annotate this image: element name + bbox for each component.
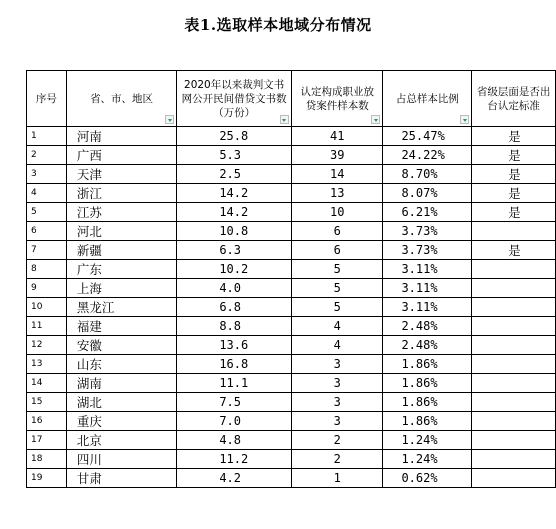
header-label: 认定构成职业放贷案件样本数 bbox=[300, 85, 374, 112]
cell-region: 湖北 bbox=[66, 393, 177, 412]
cell-case-count: 41 bbox=[291, 127, 382, 146]
header-label: 省级层面是否出台认定标准 bbox=[476, 85, 551, 112]
header-label: 省、市、地区 bbox=[90, 92, 154, 105]
header-row bbox=[27, 71, 556, 127]
header-label: 占总样本比例 bbox=[395, 92, 459, 105]
cell-region: 福建 bbox=[66, 317, 177, 336]
cell-case-count: 6 bbox=[291, 241, 382, 260]
cell-serial-no: 2 bbox=[27, 146, 67, 165]
cell-standard-issued bbox=[472, 450, 556, 469]
cell-case-count: 4 bbox=[291, 336, 382, 355]
cell-standard-issued bbox=[472, 336, 556, 355]
table-row bbox=[27, 146, 556, 165]
table-row bbox=[27, 469, 556, 488]
cell-sample-ratio: 0.62% bbox=[383, 469, 472, 488]
header-case-sample-count bbox=[291, 71, 382, 127]
cell-sample-ratio: 25.47% bbox=[383, 127, 472, 146]
cell-sample-ratio: 3.11% bbox=[383, 298, 472, 317]
table-row bbox=[27, 374, 556, 393]
cell-case-count: 1 bbox=[291, 469, 382, 488]
cell-standard-issued bbox=[472, 260, 556, 279]
table-row bbox=[27, 127, 556, 146]
table-row bbox=[27, 450, 556, 469]
cell-serial-no: 4 bbox=[27, 184, 67, 203]
cell-case-count: 4 bbox=[291, 317, 382, 336]
table-row bbox=[27, 203, 556, 222]
cell-serial-no: 17 bbox=[27, 431, 67, 450]
cell-standard-issued: 是 bbox=[472, 241, 556, 260]
cell-region: 山东 bbox=[66, 355, 177, 374]
cell-case-count: 39 bbox=[291, 146, 382, 165]
cell-sample-ratio: 2.48% bbox=[383, 336, 472, 355]
cell-region: 河北 bbox=[66, 222, 177, 241]
cell-case-count: 3 bbox=[291, 393, 382, 412]
cell-sample-ratio: 8.70% bbox=[383, 165, 472, 184]
cell-case-count: 10 bbox=[291, 203, 382, 222]
header-standard-issued bbox=[472, 71, 556, 127]
cell-standard-issued bbox=[472, 317, 556, 336]
cell-sample-ratio: 1.24% bbox=[383, 431, 472, 450]
cell-document-count: 10.2 bbox=[177, 260, 292, 279]
table-row bbox=[27, 165, 556, 184]
cell-document-count: 4.8 bbox=[177, 431, 292, 450]
cell-document-count: 16.8 bbox=[177, 355, 292, 374]
cell-document-count: 14.2 bbox=[177, 184, 292, 203]
filter-dropdown-icon[interactable] bbox=[280, 115, 289, 124]
sample-region-table bbox=[26, 70, 556, 488]
table-row bbox=[27, 184, 556, 203]
header-serial-no bbox=[27, 71, 67, 127]
table-row bbox=[27, 317, 556, 336]
cell-serial-no: 19 bbox=[27, 469, 67, 488]
cell-region: 黑龙江 bbox=[66, 298, 177, 317]
cell-case-count: 3 bbox=[291, 412, 382, 431]
header-region bbox=[66, 71, 177, 127]
cell-sample-ratio: 3.11% bbox=[383, 260, 472, 279]
cell-region: 湖南 bbox=[66, 374, 177, 393]
cell-serial-no: 9 bbox=[27, 279, 67, 298]
cell-standard-issued bbox=[472, 412, 556, 431]
cell-region: 天津 bbox=[66, 165, 177, 184]
cell-serial-no: 10 bbox=[27, 298, 67, 317]
table-row bbox=[27, 431, 556, 450]
cell-serial-no: 8 bbox=[27, 260, 67, 279]
header-document-count bbox=[177, 71, 292, 127]
cell-standard-issued bbox=[472, 431, 556, 450]
cell-document-count: 10.8 bbox=[177, 222, 292, 241]
cell-case-count: 3 bbox=[291, 374, 382, 393]
cell-serial-no: 12 bbox=[27, 336, 67, 355]
cell-case-count: 5 bbox=[291, 260, 382, 279]
cell-document-count: 13.6 bbox=[177, 336, 292, 355]
cell-region: 江苏 bbox=[66, 203, 177, 222]
cell-case-count: 3 bbox=[291, 355, 382, 374]
cell-sample-ratio: 1.86% bbox=[383, 412, 472, 431]
cell-serial-no: 1 bbox=[27, 127, 67, 146]
cell-standard-issued bbox=[472, 393, 556, 412]
cell-sample-ratio: 3.73% bbox=[383, 241, 472, 260]
cell-sample-ratio: 2.48% bbox=[383, 317, 472, 336]
cell-region: 广西 bbox=[66, 146, 177, 165]
cell-sample-ratio: 1.86% bbox=[383, 393, 472, 412]
cell-region: 安徽 bbox=[66, 336, 177, 355]
cell-sample-ratio: 3.73% bbox=[383, 222, 472, 241]
cell-standard-issued bbox=[472, 279, 556, 298]
table-row bbox=[27, 241, 556, 260]
cell-region: 河南 bbox=[66, 127, 177, 146]
cell-standard-issued bbox=[472, 355, 556, 374]
filter-dropdown-icon[interactable] bbox=[460, 115, 469, 124]
cell-serial-no: 7 bbox=[27, 241, 67, 260]
header-label: 2020年以来裁判文书网公开民间借贷文书数（万份） bbox=[181, 78, 287, 119]
cell-serial-no: 6 bbox=[27, 222, 67, 241]
table-row bbox=[27, 279, 556, 298]
header-sample-ratio bbox=[383, 71, 472, 127]
cell-document-count: 4.2 bbox=[177, 469, 292, 488]
cell-standard-issued: 是 bbox=[472, 146, 556, 165]
table-row bbox=[27, 222, 556, 241]
cell-document-count: 6.8 bbox=[177, 298, 292, 317]
cell-case-count: 2 bbox=[291, 450, 382, 469]
cell-document-count: 25.8 bbox=[177, 127, 292, 146]
cell-sample-ratio: 8.07% bbox=[383, 184, 472, 203]
cell-standard-issued: 是 bbox=[472, 127, 556, 146]
cell-serial-no: 11 bbox=[27, 317, 67, 336]
cell-case-count: 6 bbox=[291, 222, 382, 241]
cell-serial-no: 16 bbox=[27, 412, 67, 431]
table-row bbox=[27, 355, 556, 374]
cell-standard-issued bbox=[472, 374, 556, 393]
cell-document-count: 14.2 bbox=[177, 203, 292, 222]
cell-serial-no: 3 bbox=[27, 165, 67, 184]
cell-document-count: 11.1 bbox=[177, 374, 292, 393]
cell-region: 四川 bbox=[66, 450, 177, 469]
table-row bbox=[27, 336, 556, 355]
cell-case-count: 13 bbox=[291, 184, 382, 203]
cell-sample-ratio: 1.24% bbox=[383, 450, 472, 469]
cell-document-count: 6.3 bbox=[177, 241, 292, 260]
cell-document-count: 8.8 bbox=[177, 317, 292, 336]
cell-standard-issued bbox=[472, 222, 556, 241]
cell-serial-no: 13 bbox=[27, 355, 67, 374]
cell-standard-issued bbox=[472, 469, 556, 488]
page-title: 表1.选取样本地域分布情况 bbox=[184, 16, 372, 34]
cell-serial-no: 15 bbox=[27, 393, 67, 412]
cell-sample-ratio: 3.11% bbox=[383, 279, 472, 298]
cell-region: 浙江 bbox=[66, 184, 177, 203]
cell-document-count: 7.0 bbox=[177, 412, 292, 431]
filter-dropdown-icon[interactable] bbox=[371, 115, 380, 124]
table-row bbox=[27, 393, 556, 412]
cell-standard-issued: 是 bbox=[472, 184, 556, 203]
cell-standard-issued: 是 bbox=[472, 165, 556, 184]
cell-standard-issued bbox=[472, 298, 556, 317]
cell-sample-ratio: 6.21% bbox=[383, 203, 472, 222]
cell-sample-ratio: 24.22% bbox=[383, 146, 472, 165]
cell-sample-ratio: 1.86% bbox=[383, 374, 472, 393]
header-label: 序号 bbox=[35, 92, 57, 105]
table-row bbox=[27, 298, 556, 317]
cell-region: 广东 bbox=[66, 260, 177, 279]
cell-document-count: 2.5 bbox=[177, 165, 292, 184]
cell-document-count: 4.0 bbox=[177, 279, 292, 298]
cell-case-count: 14 bbox=[291, 165, 382, 184]
cell-region: 重庆 bbox=[66, 412, 177, 431]
filter-dropdown-icon[interactable] bbox=[165, 115, 174, 124]
cell-sample-ratio: 1.86% bbox=[383, 355, 472, 374]
cell-serial-no: 14 bbox=[27, 374, 67, 393]
cell-case-count: 5 bbox=[291, 279, 382, 298]
cell-case-count: 5 bbox=[291, 298, 382, 317]
cell-standard-issued: 是 bbox=[472, 203, 556, 222]
cell-serial-no: 5 bbox=[27, 203, 67, 222]
cell-serial-no: 18 bbox=[27, 450, 67, 469]
table-row bbox=[27, 260, 556, 279]
cell-region: 甘肃 bbox=[66, 469, 177, 488]
cell-document-count: 5.3 bbox=[177, 146, 292, 165]
cell-region: 新疆 bbox=[66, 241, 177, 260]
cell-document-count: 11.2 bbox=[177, 450, 292, 469]
cell-case-count: 2 bbox=[291, 431, 382, 450]
cell-region: 北京 bbox=[66, 431, 177, 450]
table-row bbox=[27, 412, 556, 431]
cell-region: 上海 bbox=[66, 279, 177, 298]
cell-document-count: 7.5 bbox=[177, 393, 292, 412]
